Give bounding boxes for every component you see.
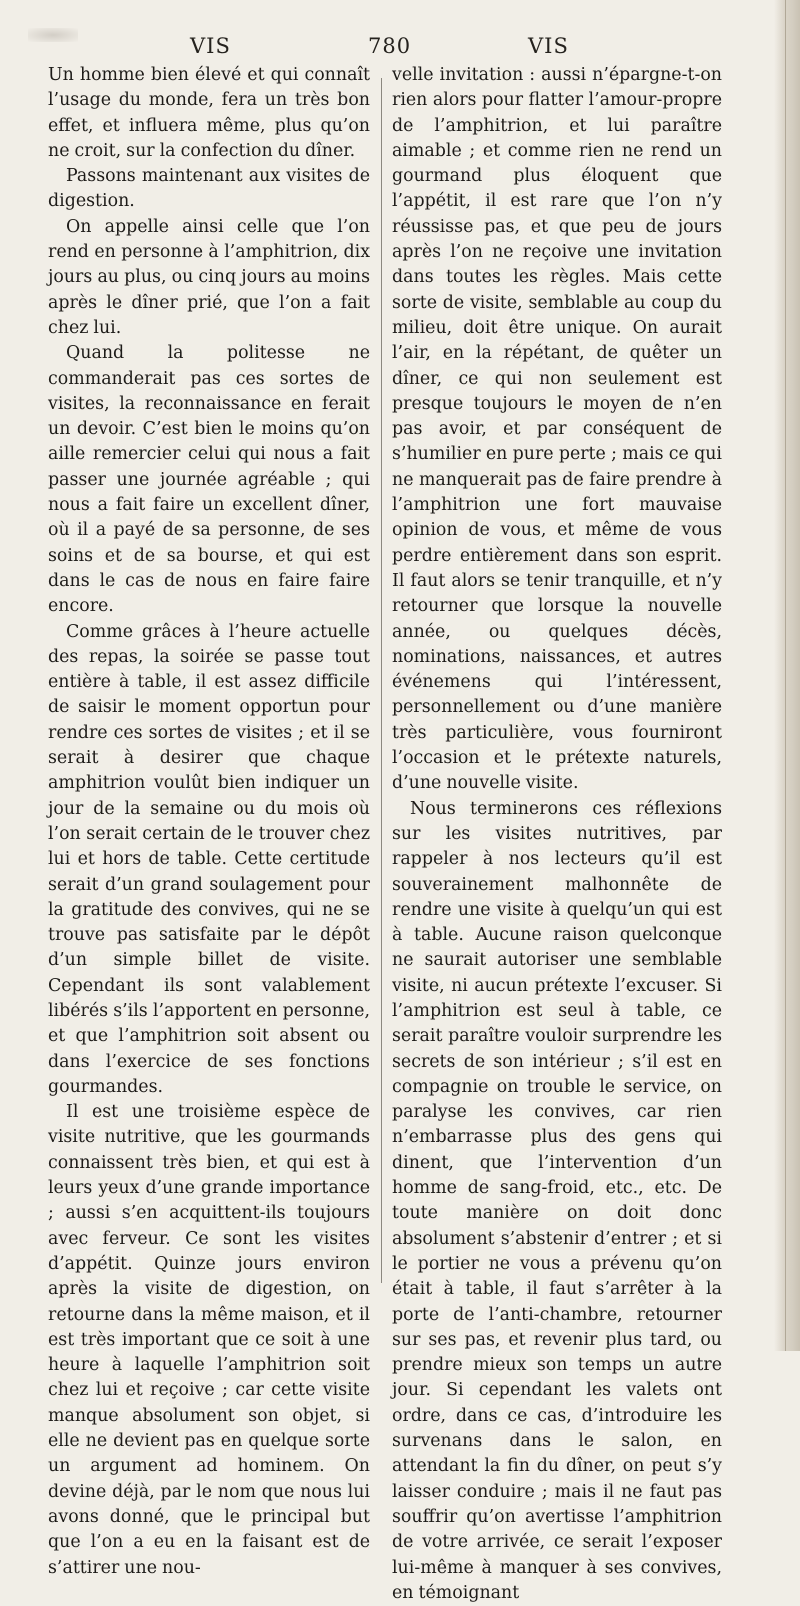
- header-left-word: VIS: [190, 34, 231, 58]
- paragraph: Nous terminerons ces réflexions sur les visites nutritives, par rappeler à nos lecteurs qu’il est souverainement malhonnête de rendre une visite à quelqu’un qui est à table. Aucune raison quelconque ne saurait autoriser une semblable visite, ni aucun prétexte l’excuser. Si l’amphitrion est seul à table, ce serait paraître vouloir surprendre les secrets de son intérieur ; s’il est en compagnie on trouble le service, on paralyse les convives, car rien n’embarrasse plus des gens qui dinent, que l’intervention d’un homme de sang-froid, etc., etc. De toute manière on doit donc absolument s’abstenir d’entrer ; et si le portier ne vous a prévenu qu’on était à table, il faut s’arrêter à la porte de l’anti-chambre, retourner sur ses pas, et revenir plus tard, ou prendre mieux son temps un autre jour. Si cependant les valets ont ordre, dans ce cas, d’introduire les survenans dans le salon, en attendant la fin du dîner, on peut s’y laisser conduire ; mais il ne faut pas souffrir qu’on avertisse l’amphitrion de votre arrivée, ce serait l’exposer lui-même à manquer à ses convives, en témoignant: [392, 798, 722, 1603]
- paragraph: Il est une troisième espèce de visite nutritive, que les gourmands connaissent très bien, et qui est à leurs yeux d’une grande importance ; aussi s’en acquittent-ils toujours avec ferveur. Ce sont les visites d’appétit. Quinze jours environ après la visite de digestion, on retourne dans la même maison, et il est très important que ce soit à une heure à laquelle l’amphitrion soit chez lui et reçoive ; car cette visite manque absolument son objet, si elle ne devient pas en quelque sorte un argument ad hominem. On devine déjà, par le nom que nous lui avons donné, que le principal but que l’on a eu en la faisant est de s’attirer une nou-: [48, 1102, 370, 1578]
- paragraph: Quand la politesse ne commanderait pas ces sortes de visites, la reconnaissance en ferait un devoir. C’est bien le moins qu’on aille remercier celui qui nous a fait passer une journée agréable ; qui nous a fait faire un excellent dîner, où il a payé de sa personne, de ses soins et de sa bourse, et qui est dans le cas de nous en faire faire encore.: [48, 343, 370, 617]
- paragraph: velle invitation : aussi n’épargne-t-on rien alors pour flatter l’amour-propre de l’amphitrion, et lui paraître aimable ; et comme rien ne rend un gourmand plus éloquent que l’appétit, il est rare que l’on n’y réussisse pas, et que peu de jours après l’on ne reçoive une invitation dans toutes les règles. Mais cette sorte de visite, semblable au coup du milieu, doit être unique. On aurait l’air, en la répétant, de quêter un dîner, ce qui non seulement est presque toujours le moyen de n’en pas avoir, et par conséquent de s’humilier en pure perte ; mais ce qui ne manquerait pas de faire prendre à l’amphitrion une fort mauvaise opinion de vous, et même de vous perdre entièrement dans son esprit. Il faut alors se tenir tranquille, et n’y retourner que lorsque la nouvelle année, ou quelques décès, nominations, naissances, et autres événemens qui l’intéressent, personnellement ou d’une manière très particulière, vous fourniront l’occasion et le prétexte naturels, d’une nouvelle visite.: [392, 65, 722, 794]
- paragraph: Comme grâces à l’heure actuelle des repas, la soirée se passe tout entière à table, il est assez difficile de saisir le moment opportun pour rendre ces sortes de visites ; et il se serait à desirer que chaque amphitrion voulût bien indiquer un jour de la semaine ou du mois où l’on serait certain de le trouver chez lui et hors de table. Cette certitude serait d’un grand soulagement pour la gratitude des convives, qui ne se trouve pas satisfaite par le dépôt d’un simple billet de visite. Cependant ils sont valablement libérés s’ils l’apportent en personne, et que l’amphitrion soit absent ou dans l’exercice de ses fonctions gourmandes.: [48, 621, 370, 1097]
- left-column: [48, 63, 370, 1581]
- page-edge-shadow: [774, 0, 800, 1351]
- right-column: [392, 63, 722, 1606]
- page-number: 780: [368, 34, 412, 58]
- page-edge-line: [785, 0, 786, 1351]
- paragraph: Passons maintenant aux visites de digestion.: [48, 166, 370, 212]
- column-divider: [381, 78, 382, 1283]
- paragraph: Un homme bien élevé et qui connaît l’usage du monde, fera un très bon effet, et influera même, plus qu’on ne croit, sur la confection du dîner.: [48, 65, 370, 161]
- paragraph: On appelle ainsi celle que l’on rend en personne à l’amphitrion, dix jours au plus, ou cinq jours au moins après le dîner prié, que l’on a fait chez lui.: [48, 216, 370, 338]
- header-right-word: VIS: [528, 34, 569, 58]
- running-header: [0, 30, 800, 64]
